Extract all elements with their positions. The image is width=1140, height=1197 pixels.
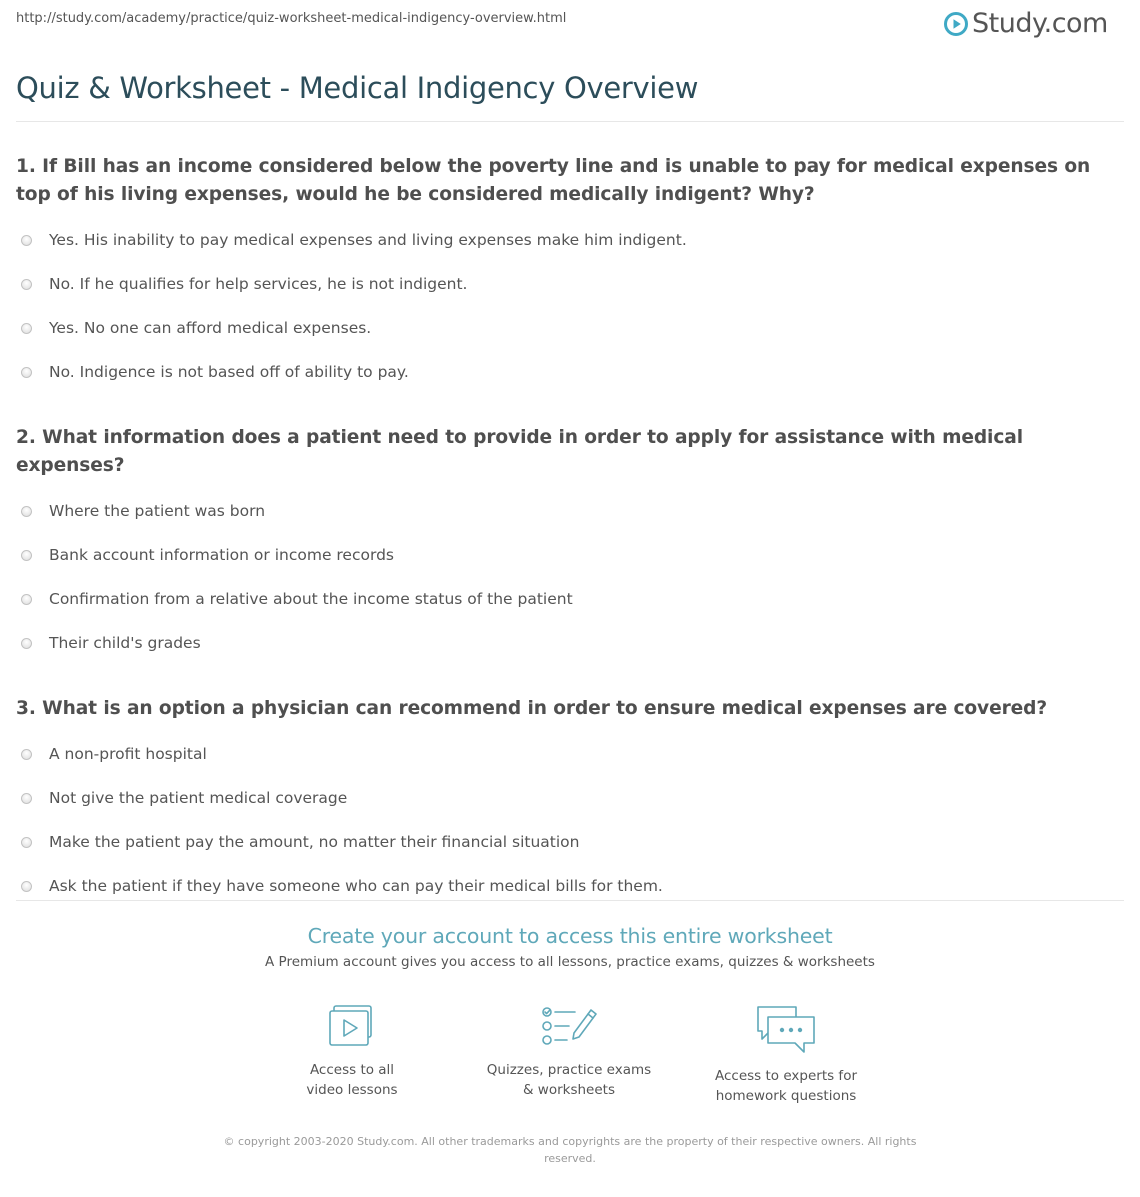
radio-button[interactable] (21, 881, 32, 892)
answer-label: No. If he qualifies for help services, he is not indigent. (49, 275, 468, 293)
answer-option[interactable] (16, 621, 1124, 665)
feature-experts (696, 1003, 876, 1106)
feature-label: Access to experts for (714, 1068, 857, 1084)
question-list (16, 153, 1124, 938)
answer-label: Bank account information or income records (49, 546, 394, 564)
video-lessons-icon (324, 1003, 380, 1049)
question-3 (16, 695, 1124, 908)
divider (16, 900, 1124, 901)
divider (16, 121, 1124, 122)
answer-label: A non-profit hospital (49, 745, 207, 763)
answer-label: Where the patient was born (49, 502, 266, 520)
radio-button[interactable] (21, 367, 32, 378)
play-icon (944, 12, 968, 36)
feature-label: & worksheets (522, 1082, 615, 1098)
quiz-checklist-icon (539, 1003, 599, 1049)
answer-list (16, 489, 1124, 665)
question-1 (16, 153, 1124, 394)
answer-label: Confirmation from a relative about the income status of the patient (49, 590, 573, 608)
page-title: Quiz & Worksheet - Medical Indigency Overview (16, 71, 699, 105)
copyright (0, 1133, 1140, 1167)
answer-option[interactable] (16, 820, 1124, 864)
question-text: 2. What information does a patient need to provide in order to apply for assistance with medical expenses? (16, 427, 1023, 476)
radio-button[interactable] (21, 550, 32, 561)
radio-button[interactable] (21, 749, 32, 760)
radio-button[interactable] (21, 235, 32, 246)
radio-button[interactable] (21, 279, 32, 290)
feature-label: video lessons (306, 1082, 398, 1098)
feature-label: Quizzes, practice exams (486, 1062, 652, 1078)
answer-label: Make the patient pay the amount, no matter their financial situation (49, 833, 580, 851)
radio-button[interactable] (21, 638, 32, 649)
answer-option[interactable] (16, 306, 1124, 350)
answer-list (16, 732, 1124, 908)
answer-label: Not give the patient medical coverage (49, 789, 348, 807)
radio-button[interactable] (21, 594, 32, 605)
radio-button[interactable] (21, 323, 32, 334)
radio-button[interactable] (21, 793, 32, 804)
answer-label: Their child's grades (49, 634, 201, 652)
question-text: 3. What is an option a physician can recommend in order to ensure medical expenses are covered? (16, 698, 1048, 719)
question-2 (16, 424, 1124, 665)
copyright-line: © copyright 2003-2020 Study.com. All other trademarks and copyrights are the property of their respective owners. All rights (223, 1135, 917, 1148)
answer-label: No. Indigence is not based off of ability to pay. (49, 363, 409, 381)
question-text: 1. If Bill has an income considered below the poverty line and is unable to pay for medical expenses on top of his living expenses, would he be considered medically indigent? Why? (16, 156, 1091, 205)
answer-option[interactable] (16, 864, 1124, 908)
feature-list (0, 1003, 1140, 1113)
answer-option[interactable] (16, 533, 1124, 577)
answer-option[interactable] (16, 218, 1124, 262)
feature-label: homework questions (715, 1088, 857, 1104)
cta-title[interactable]: Create your account to access this entire worksheet (307, 924, 833, 948)
answer-option[interactable] (16, 350, 1124, 394)
feature-quizzes (479, 1003, 659, 1100)
answer-option[interactable] (16, 732, 1124, 776)
answer-label: Yes. No one can afford medical expenses. (49, 319, 372, 337)
answer-list (16, 218, 1124, 394)
chat-bubbles-icon (754, 1003, 818, 1055)
page-url: http://study.com/academy/practice/quiz-worksheet-medical-indigency-overview.html (16, 11, 567, 26)
feature-label: Access to all (309, 1062, 395, 1078)
answer-option[interactable] (16, 776, 1124, 820)
study-logo[interactable] (944, 8, 1108, 40)
radio-button[interactable] (21, 506, 32, 517)
answer-option[interactable] (16, 489, 1124, 533)
copyright-line: reserved. (544, 1152, 596, 1165)
answer-option[interactable] (16, 262, 1124, 306)
answer-option[interactable] (16, 577, 1124, 621)
cta-subtitle: A Premium account gives you access to all lessons, practice exams, quizzes & worksheets (265, 954, 875, 970)
logo-text: Study.com (972, 8, 1108, 39)
answer-label: Ask the patient if they have someone who can pay their medical bills for them. (49, 877, 663, 895)
answer-label: Yes. His inability to pay medical expenses and living expenses make him indigent. (49, 231, 687, 249)
feature-video-lessons (262, 1003, 442, 1100)
radio-button[interactable] (21, 837, 32, 848)
